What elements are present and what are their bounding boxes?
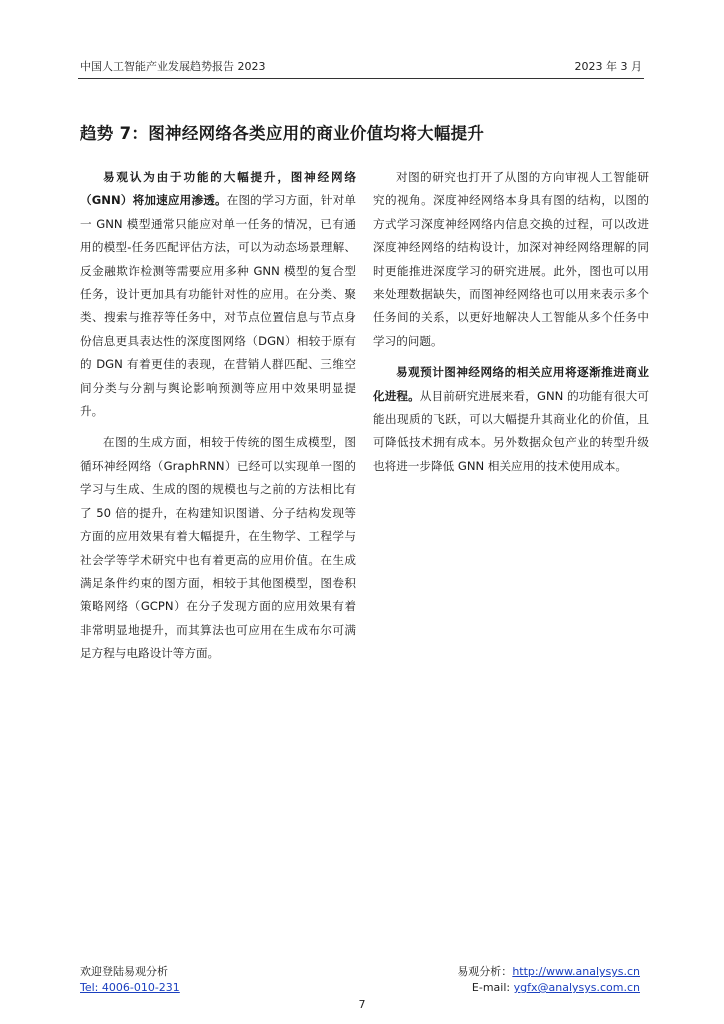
right-paragraph-2-body: 从目前研究进展来看，GNN 的功能有很大可能出现质的飞跃，可以大幅提升其商业化的价值，且可降低技术拥有成本。另外数据众包产业的转型升级也将进一步降低 GNN 相关应用的技术使用成本。: [373, 388, 649, 473]
page-title: 趋势 7：图神经网络各类应用的商业价值均将大幅提升: [80, 124, 485, 143]
right-paragraph-1: 对图的研究也打开了从图的方向审视人工智能研究的视角。深度神经网络本身具有图的结构，以图的方式学习深度神经网络内信息交换的过程，可以改进深度神经网络的结构设计，加深对神经网络理解的同时更能推进深度学习的研究进展。此外，图也可以用来处理数据缺失，而图神经网络也可以用来表示多个任务间的关系，以更好地解决人工智能从多个任务中学习的问题。: [373, 170, 649, 348]
footer-email: [472, 980, 640, 995]
footer-website: [457, 964, 640, 979]
footer-welcome: 欢迎登陆易观分析: [80, 965, 168, 978]
right-paragraph-2-lead: 易观预计图神经网络的相关应用将逐渐推进商业化进程。: [373, 365, 649, 403]
left-paragraph-1-lead: 易观认为由于功能的大幅提升，图神经网络（GNN）将加速应用渗透。: [80, 170, 356, 208]
footer-phone-link[interactable]: Tel: 4006-010-231: [80, 981, 180, 994]
footer-email-label: E-mail:: [471, 981, 514, 994]
right-paragraph-2: [373, 361, 649, 478]
footer-website-link[interactable]: http://www.analysys.cn: [512, 965, 640, 978]
header-report-title: 中国人工智能产业发展趋势报告 2023: [80, 60, 266, 73]
footer-email-link[interactable]: ygfx@analysys.com.cn: [513, 981, 640, 994]
footer-website-label: 易观分析：: [457, 965, 513, 978]
left-paragraph-1: [80, 166, 356, 423]
page-number: 7: [358, 998, 366, 1011]
left-paragraph-2: 在图的生成方面，相较于传统的图生成模型，图循环神经网络（GraphRNN）已经可以实现单一图的学习与生成、生成的图的规模也与之前的方法相比有了 50 倍的提升，在构建知识图谱、分子结构发现等方面的应用效果有着大幅提升，在生物学、工程学与社会学等学术研究中也有着更高的应用价值。在生成满足条件约束的图方面，相较于其他图模型，图卷积策略网络（GCPN）在分子发现方面的应用效果有着非常明显地提升，而其算法也可应用在生成布尔可满足方程与电路设计等方面。: [80, 435, 356, 661]
right-column: [373, 166, 649, 486]
left-paragraph-1-body: 在图的学习方面，针对单一 GNN 模型通常只能应对单一任务的情况，已有通用的模型-任务匹配评估方法，可以为动态场景理解、反金融欺诈检测等需要应用多种 GNN 模型的复合型任务，设计更加具有功能针对性的应用。在分类、聚类、搜索与推荐等任务中，对节点位置信息与节点身份信息更具表达性的深度图网络（DGN）相较于原有的 DGN 有着更佳的表现，在营销人群匹配、三维空间分类与分割与舆论影响预测等应用中效果明显提升。: [80, 193, 356, 419]
header-date: 2023 年 3 月: [574, 60, 642, 73]
left-column: [80, 166, 356, 674]
header-divider: [78, 78, 644, 79]
